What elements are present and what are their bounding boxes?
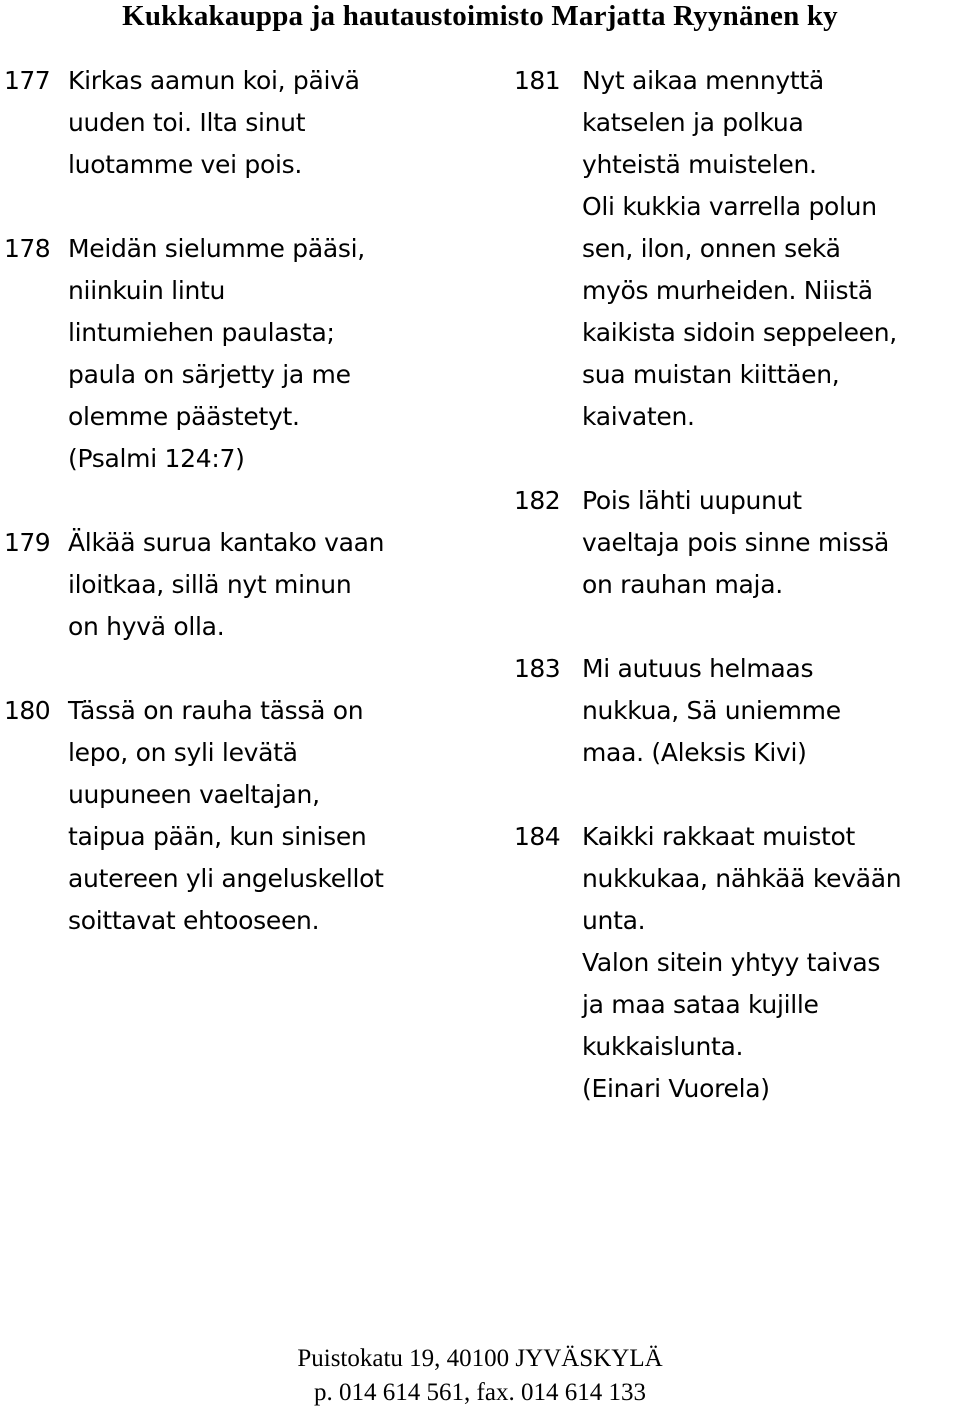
verse-line: sua muistan kiittäen, bbox=[582, 360, 840, 389]
verse-line: autereen yli angeluskellot bbox=[68, 864, 384, 893]
verse-line: kaikista sidoin seppeleen, bbox=[582, 318, 897, 347]
verse-line: nukkua, Sä uniemme bbox=[582, 696, 841, 725]
verse-line: lintumiehen paulasta; bbox=[68, 318, 335, 347]
verse-177 bbox=[4, 60, 474, 186]
verse-number: 177 bbox=[4, 66, 51, 95]
verse-line: on hyvä olla. bbox=[68, 612, 225, 641]
verse-line: Oli kukkia varrella polun bbox=[582, 192, 877, 221]
verse-line: Kaikki rakkaat muistot bbox=[582, 822, 856, 851]
verse-183 bbox=[514, 648, 960, 774]
verse-number: 183 bbox=[514, 654, 561, 683]
verse-line: Tässä on rauha tässä on bbox=[68, 696, 364, 725]
verse-182 bbox=[514, 480, 960, 606]
verse-line: lepo, on syli levätä bbox=[68, 738, 298, 767]
verse-line: sen, ilon, onnen sekä bbox=[582, 234, 841, 263]
verse-line: vaeltaja pois sinne missä bbox=[582, 528, 890, 557]
verse-number: 178 bbox=[4, 234, 51, 263]
verse-line: uuden toi. Ilta sinut bbox=[68, 108, 306, 137]
verse-number: 181 bbox=[514, 66, 561, 95]
verse-line: (Psalmi 124:7) bbox=[68, 444, 245, 473]
verse-line: Meidän sielumme pääsi, bbox=[68, 234, 365, 263]
verse-line: myös murheiden. Niistä bbox=[582, 276, 873, 305]
verse-184 bbox=[514, 816, 960, 1110]
verse-text bbox=[582, 60, 960, 438]
verse-line: olemme päästetyt. bbox=[68, 402, 300, 431]
verse-line: yhteistä muistelen. bbox=[582, 150, 817, 179]
verse-line: kaivaten. bbox=[582, 402, 695, 431]
verse-line: on rauhan maja. bbox=[582, 570, 783, 599]
verse-line: katselen ja polkua bbox=[582, 108, 804, 137]
verse-line: Nyt aikaa mennyttä bbox=[582, 66, 824, 95]
footer-address: Puistokatu 19, 40100 JYVÄSKYLÄ bbox=[297, 1345, 663, 1372]
verse-number: 182 bbox=[514, 486, 561, 515]
verse-line: kukkaislunta. bbox=[582, 1032, 744, 1061]
left-column bbox=[4, 60, 474, 942]
verse-line: soittavat ehtooseen. bbox=[68, 906, 320, 935]
verse-text bbox=[68, 690, 474, 942]
verse-line: maa. (Aleksis Kivi) bbox=[582, 738, 807, 767]
verse-line: niinkuin lintu bbox=[68, 276, 226, 305]
verse-line: Mi autuus helmaas bbox=[582, 654, 814, 683]
verse-line: ja maa sataa kujille bbox=[582, 990, 819, 1019]
verse-line: Pois lähti uupunut bbox=[582, 486, 802, 515]
verse-number: 180 bbox=[4, 696, 51, 725]
verse-line: (Einari Vuorela) bbox=[582, 1074, 770, 1103]
verse-line: Älkää surua kantako vaan bbox=[68, 528, 385, 557]
verse-line: unta. bbox=[582, 906, 646, 935]
verse-line: paula on särjetty ja me bbox=[68, 360, 351, 389]
verse-number: 184 bbox=[514, 822, 561, 851]
verse-179 bbox=[4, 522, 474, 648]
verse-181 bbox=[514, 60, 960, 438]
verse-line: uupuneen vaeltajan, bbox=[68, 780, 320, 809]
verse-line: Valon sitein yhtyy taivas bbox=[582, 948, 881, 977]
verse-text bbox=[582, 816, 960, 1110]
verse-line: nukkukaa, nähkää kevään bbox=[582, 864, 902, 893]
verse-178 bbox=[4, 228, 474, 480]
verse-text bbox=[582, 480, 960, 606]
verse-number: 179 bbox=[4, 528, 51, 557]
verse-text bbox=[68, 60, 474, 186]
verse-line: luotamme vei pois. bbox=[68, 150, 302, 179]
verse-line: Kirkas aamun koi, päivä bbox=[68, 66, 360, 95]
verse-line: taipua pään, kun sinisen bbox=[68, 822, 367, 851]
page-header: Kukkakauppa ja hautaustoimisto Marjatta Ryynänen ky bbox=[122, 0, 838, 32]
verse-text bbox=[68, 522, 474, 648]
footer-phone: p. 014 614 561, fax. 014 614 133 bbox=[314, 1379, 646, 1406]
verse-text bbox=[68, 228, 474, 480]
verse-text bbox=[582, 648, 960, 774]
verse-180 bbox=[4, 690, 474, 942]
verse-line: iloitkaa, sillä nyt minun bbox=[68, 570, 352, 599]
right-column bbox=[514, 60, 960, 1110]
